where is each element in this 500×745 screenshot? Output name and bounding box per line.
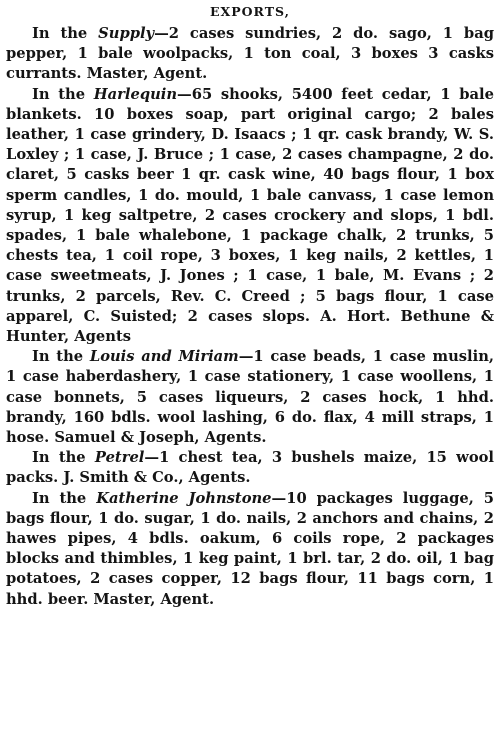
ship-name: Louis and Miriam <box>89 348 239 366</box>
entry-body: —2 cases sundries, 2 do. sago, 1 bag pepper, 1 bale woolpacks, 1 ton coal, 3 boxes 3 casks currants. Master, Agent. <box>6 25 494 83</box>
ship-name: Katherine Johnstone <box>96 489 272 507</box>
entry-prefix: In the <box>32 489 97 507</box>
export-entry-katherine-johnstone <box>6 489 494 610</box>
export-entry-louis-and-miriam <box>6 347 494 448</box>
ship-name: Harlequin <box>93 85 178 103</box>
entry-body: —1 case beads, 1 case muslin, 1 case haberdashery, 1 case stationery, 1 case woollens, 1 case bonnets, 5 cases liqueurs, 2 cases hock, 1 hhd. brandy, 160 bdls. wool lashing, 6 do. flax, 4 mill straps, 1 hose. Samuel & Joseph, Agents. <box>6 348 494 447</box>
entry-body: —65 shooks, 5400 feet cedar, 1 bale blankets. 10 boxes soap, part original cargo; 2 bales leather, 1 case grindery, D. Isaacs ; 1 qr. cask brandy, W. S. Loxley ; 1 case, J. Bruce ; 1 case, 2 cases champagne, 2 do. claret, 5 casks beer 1 qr. cask wine, 40 bags flour, 1 box sperm candles, 1 do. mould, 1 bale canvass, 1 case lemon syrup, 1 keg saltpetre, 2 cases crockery and slops, 1 bdl. spades, 1 bale whalebone, 1 package chalk, 2 trunks, 5 chests tea, 1 coil rope, 3 boxes, 1 keg nails, 2 kettles, 1 case sweetmeats, J. Jones ; 1 case, 1 bale, M. Evans ; 2 trunks, 2 parcels, Rev. C. Creed ; 5 bags flour, 1 case apparel, C. Suisted; 2 cases slops. A. Hort. Bethune & Hunter, Agents <box>6 85 494 346</box>
export-entry-petrel <box>6 448 494 488</box>
entry-prefix: In the <box>32 85 94 103</box>
entry-prefix: In the <box>32 348 90 366</box>
ship-name: Petrel <box>94 449 145 467</box>
export-entry-supply <box>6 24 494 85</box>
entry-prefix: In the <box>32 449 95 467</box>
ship-name: Supply <box>98 25 155 42</box>
entry-prefix: In the <box>32 25 99 42</box>
entry-body: —1 chest tea, 3 bushels maize, 15 wool packs. J. Smith & Co., Agents. <box>6 449 494 487</box>
section-heading: EXPORTS, <box>210 4 290 19</box>
export-entry-harlequin <box>6 85 494 348</box>
entry-body: —10 packages luggage, 5 bags flour, 1 do. sugar, 1 do. nails, 2 anchors and chains, 2 hawes pipes, 4 bdls. oakum, 6 coils rope, 2 packages blocks and thimbles, 1 keg paint, 1 brl. tar, 2 do. oil, 1 bag potatoes, 2 cases copper, 12 bags flour, 11 bags corn, 1 hhd. beer. Master, Agent. <box>6 489 494 608</box>
